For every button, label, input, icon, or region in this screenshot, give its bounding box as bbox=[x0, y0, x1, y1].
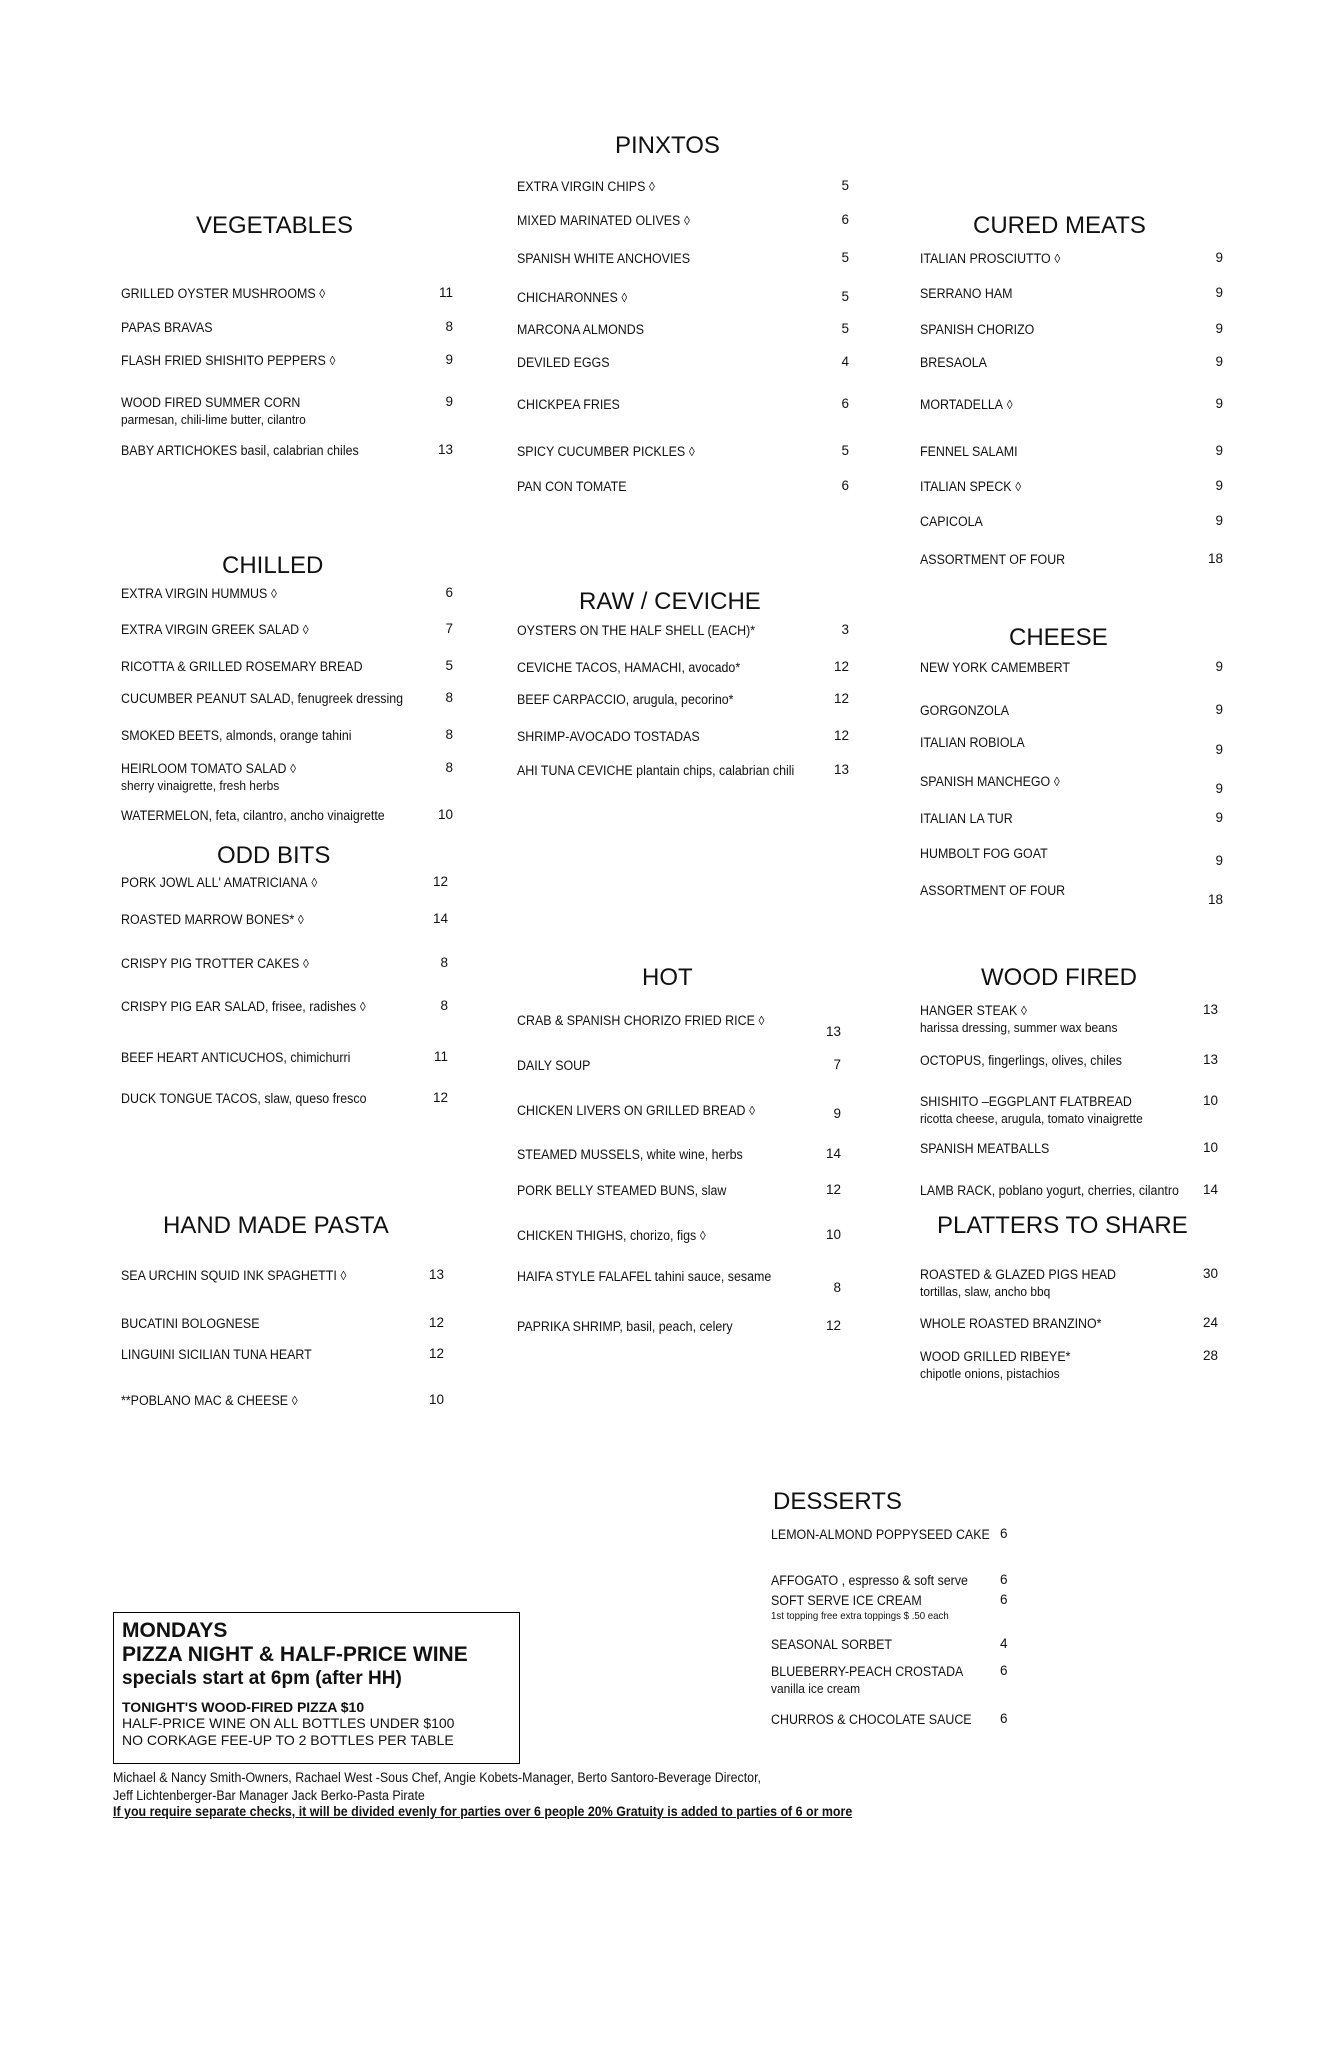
menu-item-pan-con-tomate bbox=[517, 478, 626, 495]
menu-item-baby-artichokes-basil-calabrian-chiles bbox=[121, 442, 359, 459]
menu-item-crispy-pig-ear-salad-frisee-radishes bbox=[121, 998, 366, 1015]
item-name: PAPAS BRAVAS bbox=[121, 320, 213, 335]
dessert-price: 6 bbox=[1000, 1572, 1008, 1587]
menu-item-pork-belly-steamed-buns-slaw bbox=[517, 1182, 726, 1199]
item-price: 9 bbox=[1215, 478, 1223, 493]
diamond-icon: ◊ bbox=[1020, 1003, 1027, 1018]
menu-item-chicken-livers-on-grilled-bread bbox=[517, 1102, 755, 1119]
item-price: 9 bbox=[1215, 702, 1223, 717]
pizza-night-heading: PIZZA NIGHT & HALF-PRICE WINE bbox=[122, 1643, 468, 1666]
dessert-blueberry-peach-crostada: BLUEBERRY-PEACH CROSTADA bbox=[771, 1664, 964, 1679]
item-name: MIXED MARINATED OLIVES bbox=[517, 213, 681, 228]
menu-item-extra-virgin-greek-salad bbox=[121, 621, 309, 638]
item-name: SPANISH WHITE ANCHOVIES bbox=[517, 251, 690, 266]
item-name: BEEF HEART ANTICUCHOS, chimichurri bbox=[121, 1050, 351, 1065]
dessert-seasonal-sorbet: SEASONAL SORBET bbox=[771, 1637, 893, 1652]
menu-item-serrano-ham bbox=[920, 285, 1012, 302]
item-name: HANGER STEAK bbox=[920, 1003, 1018, 1018]
diamond-icon: ◊ bbox=[699, 1228, 706, 1243]
dessert-description: 1st topping free extra toppings $ .50 each bbox=[771, 1610, 949, 1622]
diamond-icon: ◊ bbox=[1015, 479, 1022, 494]
menu-item-cucumber-peanut-salad-fenugreek-dressing bbox=[121, 690, 403, 707]
menu-item-pork-jowl-all-amatriciana bbox=[121, 874, 317, 891]
menu-item-wood-grilled-ribeye bbox=[920, 1348, 1070, 1365]
item-name: OYSTERS ON THE HALF SHELL (EACH)* bbox=[517, 623, 756, 638]
item-name: LAMB RACK, poblano yogurt, cherries, cilantro bbox=[920, 1183, 1179, 1198]
item-price: 12 bbox=[432, 874, 448, 889]
item-price: 12 bbox=[825, 1182, 841, 1197]
menu-item-roasted-marrow-bones bbox=[121, 911, 304, 928]
item-price: 10 bbox=[825, 1227, 841, 1242]
dessert-lemon-almond-poppyseed-cake: LEMON-ALMOND POPPYSEED CAKE bbox=[771, 1527, 990, 1542]
menu-item-marcona-almonds bbox=[517, 321, 644, 338]
gratuity-note: If you require separate checks, it will be divided evenly for parties over 6 people 20% Gratuity is added to parties of 6 or more bbox=[113, 1804, 853, 1819]
item-name: GORGONZOLA bbox=[920, 703, 1010, 718]
menu-item-beef-heart-anticuchos-chimichurri bbox=[121, 1049, 350, 1066]
menu-item-assortment-of-four bbox=[920, 551, 1065, 568]
diamond-icon: ◊ bbox=[302, 956, 309, 971]
item-name: SMOKED BEETS, almonds, orange tahini bbox=[121, 728, 352, 743]
menu-item-spanish-chorizo bbox=[920, 321, 1034, 338]
item-name: ASSORTMENT OF FOUR bbox=[920, 552, 1066, 567]
item-name: CHICHARONNES bbox=[517, 290, 618, 305]
item-name: PAPRIKA SHRIMP, basil, peach, celery bbox=[517, 1319, 733, 1334]
diamond-icon: ◊ bbox=[688, 444, 695, 459]
item-price: 13 bbox=[437, 442, 453, 457]
item-name: CRISPY PIG EAR SALAD, frisee, radishes bbox=[121, 999, 357, 1014]
menu-item-assortment-of-four bbox=[920, 882, 1065, 899]
item-name: WHOLE ROASTED BRANZINO* bbox=[920, 1316, 1102, 1331]
menu-item-spanish-meatballs bbox=[920, 1140, 1049, 1157]
item-name: SHRIMP-AVOCADO TOSTADAS bbox=[517, 729, 700, 744]
item-name: SPANISH CHORIZO bbox=[920, 322, 1035, 337]
menu-item-daily-soup bbox=[517, 1057, 590, 1074]
item-price: 6 bbox=[445, 585, 453, 600]
item-name: SPICY CUCUMBER PICKLES bbox=[517, 444, 686, 459]
item-name: LINGUINI SICILIAN TUNA HEART bbox=[121, 1347, 312, 1362]
menu-item-steamed-mussels-white-wine-herbs bbox=[517, 1146, 743, 1163]
item-price: 9 bbox=[1215, 285, 1223, 300]
item-price: 10 bbox=[437, 807, 453, 822]
item-name: SPANISH MEATBALLS bbox=[920, 1141, 1050, 1156]
half-price-wine-text: HALF-PRICE WINE ON ALL BOTTLES UNDER $100 bbox=[122, 1715, 455, 1731]
item-price: 5 bbox=[841, 321, 849, 336]
item-price: 13 bbox=[833, 762, 849, 777]
menu-item-crispy-pig-trotter-cakes bbox=[121, 955, 309, 972]
menu-item-deviled-eggs bbox=[517, 354, 610, 371]
item-price: 9 bbox=[1215, 781, 1223, 796]
menu-item-paprika-shrimp-basil-peach-celery bbox=[517, 1318, 733, 1335]
menu-item-ricotta-grilled-rosemary-bread bbox=[121, 658, 363, 675]
item-name: ASSORTMENT OF FOUR bbox=[920, 883, 1066, 898]
item-price: 18 bbox=[1207, 551, 1223, 566]
diamond-icon: ◊ bbox=[290, 761, 297, 776]
menu-item-fennel-salami bbox=[920, 443, 1018, 460]
menu-item-sea-urchin-squid-ink-spaghetti bbox=[121, 1267, 346, 1284]
item-name: FLASH FRIED SHISHITO PEPPERS bbox=[121, 353, 326, 368]
item-name: DEVILED EGGS bbox=[517, 355, 610, 370]
section-title-pinxtos: PINXTOS bbox=[615, 132, 720, 159]
menu-item-linguini-sicilian-tuna-heart bbox=[121, 1346, 312, 1363]
section-title-desserts: DESSERTS bbox=[773, 1488, 902, 1515]
menu-item-extra-virgin-hummus bbox=[121, 585, 277, 602]
menu-item-mixed-marinated-olives bbox=[517, 212, 690, 229]
section-title-odd-bits: ODD BITS bbox=[217, 842, 331, 869]
diamond-icon: ◊ bbox=[621, 290, 628, 305]
item-name: SPANISH MANCHEGO bbox=[920, 774, 1051, 789]
item-name: EXTRA VIRGIN HUMMUS bbox=[121, 586, 268, 601]
item-price: 11 bbox=[438, 285, 453, 300]
diamond-icon: ◊ bbox=[1054, 251, 1061, 266]
item-price: 5 bbox=[841, 289, 849, 304]
item-price: 10 bbox=[1202, 1093, 1218, 1108]
mondays-special-box bbox=[113, 1612, 520, 1764]
section-title-vegetables: VEGETABLES bbox=[196, 212, 353, 239]
item-price: 4 bbox=[841, 354, 849, 369]
staff-line-1: Michael & Nancy Smith-Owners, Rachael West -Sous Chef, Angie Kobets-Manager, Berto Santoro-Beverage Director, bbox=[113, 1770, 761, 1785]
item-name: **POBLANO MAC & CHEESE bbox=[121, 1393, 289, 1408]
menu-item-whole-roasted-branzino bbox=[920, 1315, 1101, 1332]
item-name: PAN CON TOMATE bbox=[517, 479, 627, 494]
item-price: 8 bbox=[445, 727, 453, 742]
item-price: 14 bbox=[1202, 1182, 1218, 1197]
dessert-price: 6 bbox=[1000, 1592, 1008, 1607]
dessert-affogato-espresso-soft-serve: AFFOGATO , espresso & soft serve bbox=[771, 1573, 968, 1588]
item-name: ITALIAN SPECK bbox=[920, 479, 1012, 494]
diamond-icon: ◊ bbox=[340, 1268, 347, 1283]
item-price: 6 bbox=[841, 212, 849, 227]
menu-item-spicy-cucumber-pickles bbox=[517, 443, 695, 460]
item-price: 12 bbox=[833, 659, 849, 674]
menu-item-shishito-eggplant-flatbread bbox=[920, 1093, 1132, 1110]
diamond-icon: ◊ bbox=[684, 213, 690, 228]
item-description: parmesan, chili-lime butter, cilantro bbox=[121, 412, 306, 427]
section-title-cured-meats: CURED MEATS bbox=[973, 212, 1146, 239]
item-name: CUCUMBER PEANUT SALAD, fenugreek dressing bbox=[121, 691, 404, 706]
section-title-raw-ceviche: RAW / CEVICHE bbox=[579, 588, 761, 615]
item-price: 5 bbox=[841, 178, 849, 193]
menu-item-spanish-white-anchovies bbox=[517, 250, 690, 267]
item-price: 5 bbox=[841, 250, 849, 265]
diamond-icon: ◊ bbox=[291, 1393, 298, 1408]
item-price: 8 bbox=[440, 955, 448, 970]
item-price: 9 bbox=[1215, 250, 1223, 265]
item-price: 13 bbox=[428, 1267, 444, 1282]
item-price: 8 bbox=[833, 1280, 841, 1295]
item-name: BRESAOLA bbox=[920, 355, 987, 370]
item-name: WOOD FIRED SUMMER CORN bbox=[121, 395, 301, 410]
item-name: AHI TUNA CEVICHE plantain chips, calabrian chili bbox=[517, 763, 795, 778]
item-price: 12 bbox=[432, 1090, 448, 1105]
dessert-price: 6 bbox=[1000, 1711, 1008, 1726]
menu-item-chicken-thighs-chorizo-figs bbox=[517, 1227, 706, 1244]
mondays-heading: MONDAYS bbox=[122, 1619, 228, 1642]
item-price: 9 bbox=[1215, 354, 1223, 369]
dessert-price: 4 bbox=[1000, 1636, 1008, 1651]
pizza-special-text: TONIGHT'S WOOD-FIRED PIZZA $10 bbox=[122, 1699, 365, 1715]
diamond-icon: ◊ bbox=[270, 586, 277, 601]
item-price: 13 bbox=[1202, 1052, 1218, 1067]
item-description: ricotta cheese, arugula, tomato vinaigrette bbox=[920, 1111, 1143, 1126]
item-price: 13 bbox=[1202, 1002, 1218, 1017]
item-name: BABY ARTICHOKES basil, calabrian chiles bbox=[121, 443, 359, 458]
section-title-hand-made-pasta: HAND MADE PASTA bbox=[163, 1212, 389, 1239]
item-price: 9 bbox=[1215, 659, 1223, 674]
menu-item-hanger-steak bbox=[920, 1002, 1027, 1019]
menu-item-new-york-camembert bbox=[920, 659, 1070, 676]
item-description: sherry vinaigrette, fresh herbs bbox=[121, 778, 280, 793]
item-price: 10 bbox=[428, 1392, 444, 1407]
item-price: 9 bbox=[833, 1106, 841, 1121]
menu-item-extra-virgin-chips bbox=[517, 178, 655, 195]
menu-item-chicharonnes bbox=[517, 289, 627, 306]
staff-line-2: Jeff Lichtenberger-Bar Manager Jack Berko-Pasta Pirate bbox=[113, 1788, 425, 1803]
item-name: MARCONA ALMONDS bbox=[517, 322, 644, 337]
menu-item-mortadella bbox=[920, 396, 1013, 413]
item-name: CHICKEN THIGHS, chorizo, figs bbox=[517, 1228, 697, 1243]
item-price: 9 bbox=[1215, 810, 1223, 825]
item-price: 18 bbox=[1207, 892, 1223, 907]
item-description: tortillas, slaw, ancho bbq bbox=[920, 1284, 1051, 1299]
item-name: CAPICOLA bbox=[920, 514, 983, 529]
item-price: 8 bbox=[445, 690, 453, 705]
diamond-icon: ◊ bbox=[302, 622, 309, 637]
item-price: 9 bbox=[1215, 853, 1223, 868]
item-price: 3 bbox=[841, 622, 849, 637]
item-name: OCTOPUS, fingerlings, olives, chiles bbox=[920, 1053, 1123, 1068]
section-title-chilled: CHILLED bbox=[222, 552, 324, 579]
menu-item-oysters-on-the-half-shell-each bbox=[517, 622, 755, 639]
menu-item-italian-prosciutto bbox=[920, 250, 1060, 267]
menu-item-chickpea-fries bbox=[517, 396, 620, 413]
menu-item-ceviche-tacos-hamachi-avocado bbox=[517, 659, 740, 676]
item-name: ITALIAN ROBIOLA bbox=[920, 735, 1025, 750]
dessert-churros-chocolate-sauce: CHURROS & CHOCOLATE SAUCE bbox=[771, 1712, 972, 1727]
item-name: CEVICHE TACOS, HAMACHI, avocado* bbox=[517, 660, 741, 675]
item-price: 28 bbox=[1202, 1348, 1218, 1363]
item-price: 30 bbox=[1202, 1266, 1218, 1281]
menu-item-duck-tongue-tacos-slaw-queso-fresco bbox=[121, 1090, 366, 1107]
item-name: EXTRA VIRGIN GREEK SALAD bbox=[121, 622, 300, 637]
diamond-icon: ◊ bbox=[329, 353, 336, 368]
item-price: 11 bbox=[433, 1049, 448, 1064]
menu-item-bucatini-bolognese bbox=[121, 1315, 259, 1332]
item-price: 9 bbox=[445, 394, 453, 409]
menu-item-wood-fired-summer-corn bbox=[121, 394, 300, 411]
item-price: 6 bbox=[841, 396, 849, 411]
item-price: 9 bbox=[1215, 396, 1223, 411]
item-price: 24 bbox=[1202, 1315, 1218, 1330]
dessert-price: 6 bbox=[1000, 1526, 1008, 1541]
item-price: 9 bbox=[1215, 742, 1223, 757]
menu-item-ahi-tuna-ceviche-plantain-chips-calabrian-chili bbox=[517, 762, 794, 779]
item-name: HUMBOLT FOG GOAT bbox=[920, 846, 1048, 861]
item-name: WOOD GRILLED RIBEYE* bbox=[920, 1349, 1071, 1364]
menu-item-spanish-manchego bbox=[920, 773, 1060, 790]
menu-item-bresaola bbox=[920, 354, 987, 371]
item-price: 9 bbox=[1215, 321, 1223, 336]
diamond-icon: ◊ bbox=[758, 1013, 765, 1028]
item-name: GRILLED OYSTER MUSHROOMS bbox=[121, 286, 316, 301]
item-price: 9 bbox=[1215, 513, 1223, 528]
menu-item-watermelon-feta-cilantro-ancho-vinaigrette bbox=[121, 807, 385, 824]
menu-item-gorgonzola bbox=[920, 702, 1009, 719]
item-price: 7 bbox=[833, 1057, 841, 1072]
dessert-soft-serve-ice-cream: SOFT SERVE ICE CREAM bbox=[771, 1593, 922, 1608]
item-name: PORK JOWL ALL' AMATRICIANA bbox=[121, 875, 308, 890]
item-price: 8 bbox=[440, 998, 448, 1013]
diamond-icon: ◊ bbox=[359, 999, 366, 1014]
menu-item-haifa-style-falafel-tahini-sauce-sesame bbox=[517, 1268, 771, 1285]
item-name: SEA URCHIN SQUID INK SPAGHETTI bbox=[121, 1268, 337, 1283]
item-price: 5 bbox=[445, 658, 453, 673]
menu-item-poblano-mac-cheese bbox=[121, 1392, 298, 1409]
item-price: 13 bbox=[825, 1024, 841, 1039]
item-name: BUCATINI BOLOGNESE bbox=[121, 1316, 260, 1331]
item-name: STEAMED MUSSELS, white wine, herbs bbox=[517, 1147, 743, 1162]
item-name: FENNEL SALAMI bbox=[920, 444, 1018, 459]
menu-item-humbolt-fog-goat bbox=[920, 845, 1048, 862]
menu-item-smoked-beets-almonds-orange-tahini bbox=[121, 727, 352, 744]
item-price: 5 bbox=[841, 443, 849, 458]
dessert-description: vanilla ice cream bbox=[771, 1681, 861, 1696]
item-name: ROASTED MARROW BONES* bbox=[121, 912, 295, 927]
diamond-icon: ◊ bbox=[1053, 774, 1060, 789]
item-description: harissa dressing, summer wax beans bbox=[920, 1020, 1118, 1035]
menu-item-papas-bravas bbox=[121, 319, 213, 336]
item-name: SERRANO HAM bbox=[920, 286, 1013, 301]
item-price: 10 bbox=[1202, 1140, 1218, 1155]
menu-item-crab-spanish-chorizo-fried-rice bbox=[517, 1012, 764, 1029]
item-name: CHICKPEA FRIES bbox=[517, 397, 620, 412]
menu-item-octopus-fingerlings-olives-chiles bbox=[920, 1052, 1122, 1069]
diamond-icon: ◊ bbox=[649, 179, 655, 194]
item-name: EXTRA VIRGIN CHIPS bbox=[517, 179, 646, 194]
item-name: CRAB & SPANISH CHORIZO FRIED RICE bbox=[517, 1013, 755, 1028]
diamond-icon: ◊ bbox=[297, 912, 304, 927]
item-price: 6 bbox=[841, 478, 849, 493]
item-name: ITALIAN PROSCIUTTO bbox=[920, 251, 1051, 266]
item-price: 12 bbox=[825, 1318, 841, 1333]
menu-item-lamb-rack-poblano-yogurt-cherries-cilantro bbox=[920, 1182, 1179, 1199]
menu-item-roasted-glazed-pigs-head bbox=[920, 1266, 1116, 1283]
section-title-wood-fired: WOOD FIRED bbox=[981, 964, 1137, 991]
diamond-icon: ◊ bbox=[319, 286, 326, 301]
item-name: CRISPY PIG TROTTER CAKES bbox=[121, 956, 300, 971]
menu-item-italian-la-tur bbox=[920, 810, 1013, 827]
item-price: 12 bbox=[833, 691, 849, 706]
item-name: HAIFA STYLE FALAFEL tahini sauce, sesame bbox=[517, 1269, 772, 1284]
item-price: 12 bbox=[833, 728, 849, 743]
item-description: chipotle onions, pistachios bbox=[920, 1366, 1060, 1381]
diamond-icon: ◊ bbox=[311, 875, 318, 890]
section-title-platters: PLATTERS TO SHARE bbox=[937, 1212, 1188, 1239]
item-name: PORK BELLY STEAMED BUNS, slaw bbox=[517, 1183, 727, 1198]
item-price: 12 bbox=[428, 1315, 444, 1330]
item-name: RICOTTA & GRILLED ROSEMARY BREAD bbox=[121, 659, 363, 674]
menu-item-grilled-oyster-mushrooms bbox=[121, 285, 325, 302]
item-name: ROASTED & GLAZED PIGS HEAD bbox=[920, 1267, 1117, 1282]
item-price: 14 bbox=[432, 911, 448, 926]
item-name: CHICKEN LIVERS ON GRILLED BREAD bbox=[517, 1103, 746, 1118]
item-price: 8 bbox=[445, 760, 453, 775]
diamond-icon: ◊ bbox=[749, 1103, 756, 1118]
specials-start-text: specials start at 6pm (after HH) bbox=[122, 1668, 402, 1689]
section-title-hot: HOT bbox=[642, 964, 693, 991]
menu-item-flash-fried-shishito-peppers bbox=[121, 352, 335, 369]
menu-item-italian-robiola bbox=[920, 734, 1025, 751]
item-name: DAILY SOUP bbox=[517, 1058, 591, 1073]
dessert-price: 6 bbox=[1000, 1663, 1008, 1678]
item-name: NEW YORK CAMEMBERT bbox=[920, 660, 1070, 675]
menu-item-italian-speck bbox=[920, 478, 1021, 495]
diamond-icon: ◊ bbox=[1006, 397, 1013, 412]
item-name: WATERMELON, feta, cilantro, ancho vinaigrette bbox=[121, 808, 385, 823]
menu-item-heirloom-tomato-salad bbox=[121, 760, 296, 777]
menu-item-shrimp-avocado-tostadas bbox=[517, 728, 700, 745]
menu-item-capicola bbox=[920, 513, 983, 530]
item-price: 9 bbox=[445, 352, 453, 367]
item-name: SHISHITO –EGGPLANT FLATBREAD bbox=[920, 1094, 1132, 1109]
item-name: BEEF CARPACCIO, arugula, pecorino* bbox=[517, 692, 734, 707]
item-name: MORTADELLA bbox=[920, 397, 1004, 412]
menu-item-beef-carpaccio-arugula-pecorino bbox=[517, 691, 734, 708]
item-name: ITALIAN LA TUR bbox=[920, 811, 1013, 826]
item-price: 14 bbox=[825, 1146, 841, 1161]
item-price: 12 bbox=[428, 1346, 444, 1361]
item-price: 7 bbox=[445, 621, 453, 636]
item-price: 9 bbox=[1215, 443, 1223, 458]
item-price: 8 bbox=[445, 319, 453, 334]
section-title-cheese: CHEESE bbox=[1009, 624, 1108, 651]
item-name: HEIRLOOM TOMATO SALAD bbox=[121, 761, 287, 776]
item-name: DUCK TONGUE TACOS, slaw, queso fresco bbox=[121, 1091, 367, 1106]
corkage-text: NO CORKAGE FEE-UP TO 2 BOTTLES PER TABLE bbox=[122, 1732, 454, 1748]
